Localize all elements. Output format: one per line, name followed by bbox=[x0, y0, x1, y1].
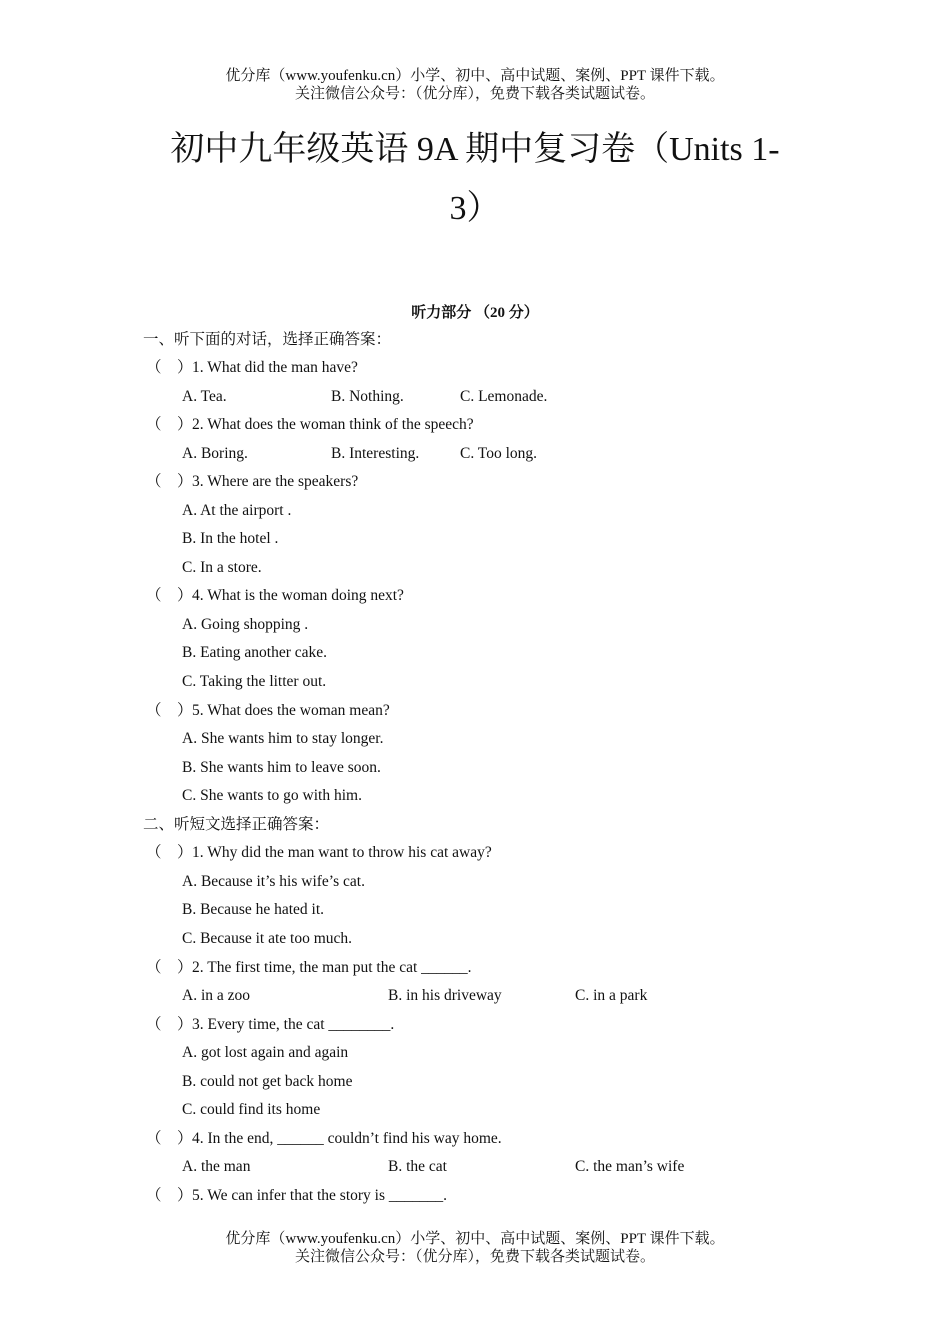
page-title-line-2: 3） bbox=[449, 190, 501, 227]
option-c: C. the man’s wife bbox=[575, 1158, 685, 1175]
option-a: A. in a zoo bbox=[182, 987, 251, 1004]
question-text: 2. The first time, the man put the cat ______. bbox=[192, 959, 472, 976]
question-text: 1. What did the man have? bbox=[192, 359, 358, 376]
question bbox=[146, 586, 404, 606]
option-c: C. in a park bbox=[575, 987, 648, 1004]
answer-blank: （ ） bbox=[146, 1130, 193, 1147]
option-c: C. Because it ate too much. bbox=[182, 930, 353, 947]
question-text: 5. What does the woman mean? bbox=[192, 702, 390, 719]
question bbox=[146, 415, 474, 435]
question-text: 4. In the end, ______ couldn’t find his way home. bbox=[192, 1130, 502, 1147]
question bbox=[146, 1015, 394, 1035]
question-text: 3. Every time, the cat ________. bbox=[192, 1016, 395, 1033]
option-c: C. She wants to go with him. bbox=[182, 787, 362, 804]
answer-blank: （ ） bbox=[146, 587, 193, 604]
answer-blank: （ ） bbox=[146, 959, 193, 976]
option-c: C. Too long. bbox=[460, 445, 538, 462]
answer-blank: （ ） bbox=[146, 473, 193, 490]
question bbox=[146, 472, 358, 492]
option-b: B. In the hotel . bbox=[182, 530, 279, 547]
option-c: C. could find its home bbox=[182, 1101, 321, 1118]
option-c: C. In a store. bbox=[182, 559, 262, 576]
answer-blank: （ ） bbox=[146, 359, 193, 376]
section-heading: 听力部分 （20 分） bbox=[411, 305, 539, 321]
option-b: B. Eating another cake. bbox=[182, 644, 328, 661]
question bbox=[146, 1129, 502, 1149]
question-text: 5. We can infer that the story is _______. bbox=[192, 1187, 448, 1204]
option-b: B. Nothing. bbox=[331, 388, 404, 405]
option-a: A. At the airport . bbox=[182, 502, 292, 519]
option-b: B. could not get back home bbox=[182, 1073, 353, 1090]
answer-blank: （ ） bbox=[146, 1016, 193, 1033]
question bbox=[146, 958, 472, 978]
footer-line-2: 关注微信公众号：（优分库），免费下载各类试题试卷。 bbox=[294, 1249, 655, 1265]
option-a: A. Tea. bbox=[182, 388, 227, 405]
option-a: A. Going shopping . bbox=[182, 616, 309, 633]
part2-heading: 二、听短文选择正确答案： bbox=[143, 816, 330, 833]
option-b: B. in his driveway bbox=[388, 987, 502, 1004]
option-c: C. Lemonade. bbox=[460, 388, 548, 405]
question-text: 4. What is the woman doing next? bbox=[192, 587, 404, 604]
question-text: 1. Why did the man want to throw his cat away? bbox=[192, 844, 492, 861]
option-b: B. She wants him to leave soon. bbox=[182, 759, 381, 776]
question bbox=[146, 358, 358, 378]
part1-heading: 一、听下面的对话，选择正确答案： bbox=[143, 331, 392, 348]
header-line-1: 优分库（www.youfenku.cn）小学、初中、高中试题、案例、PPT 课件下载。 bbox=[225, 68, 725, 84]
question bbox=[146, 1186, 447, 1206]
answer-blank: （ ） bbox=[146, 844, 193, 861]
option-b: B. Interesting. bbox=[331, 445, 420, 462]
option-a: A. Because it’s his wife’s cat. bbox=[182, 873, 365, 890]
answer-blank: （ ） bbox=[146, 1187, 193, 1204]
page-title-line-1: 初中九年级英语 9A 期中复习卷（Units 1- bbox=[170, 131, 780, 168]
option-c: C. Taking the litter out. bbox=[182, 673, 327, 690]
header-line-2: 关注微信公众号：（优分库），免费下载各类试题试卷。 bbox=[294, 86, 655, 102]
answer-blank: （ ） bbox=[146, 702, 193, 719]
option-b: B. the cat bbox=[388, 1158, 447, 1175]
footer-line-1: 优分库（www.youfenku.cn）小学、初中、高中试题、案例、PPT 课件下载。 bbox=[225, 1231, 725, 1247]
option-a: A. She wants him to stay longer. bbox=[182, 730, 384, 747]
question-text: 3. Where are the speakers? bbox=[192, 473, 359, 490]
answer-blank: （ ） bbox=[146, 416, 193, 433]
option-b: B. Because he hated it. bbox=[182, 901, 325, 918]
question-text: 2. What does the woman think of the speech? bbox=[192, 416, 474, 433]
question bbox=[146, 701, 390, 721]
question bbox=[146, 843, 492, 863]
option-a: A. Boring. bbox=[182, 445, 248, 462]
option-a: A. got lost again and again bbox=[182, 1044, 349, 1061]
option-a: A. the man bbox=[182, 1158, 251, 1175]
